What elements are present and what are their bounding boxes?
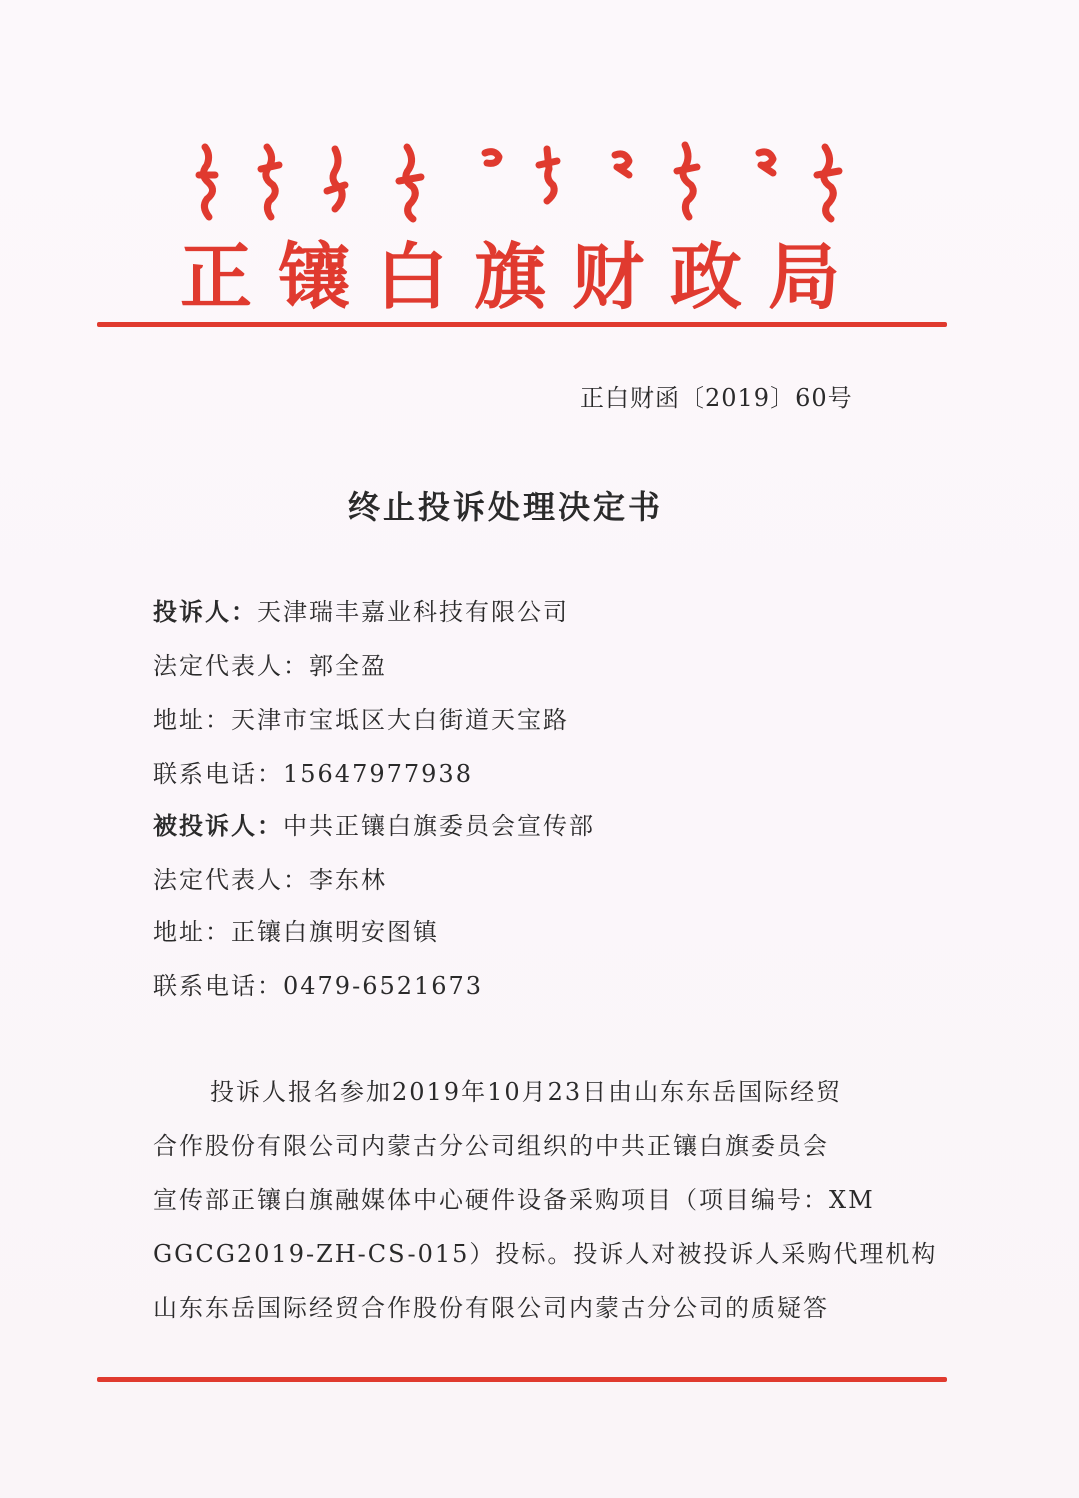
complainant-name: 天津瑞丰嘉业科技有限公司 (257, 598, 569, 626)
complainant-phone-line (153, 754, 473, 789)
body-line: 合作股份有限公司内蒙古分公司组织的中共正镶白旗委员会 (153, 1132, 829, 1160)
respondent-phone-line (153, 966, 483, 1001)
respondent-address-line (153, 912, 439, 947)
complainant-line (153, 592, 569, 627)
complainant-address-line (153, 700, 569, 735)
complainant-rep-label: 法定代表人： (153, 652, 309, 680)
respondent-rep-label: 法定代表人： (153, 866, 309, 894)
complainant-rep-line (153, 646, 387, 681)
complainant-label: 投诉人： (153, 598, 257, 626)
footer-divider (97, 1377, 947, 1382)
document-title: 终止投诉处理决定书 (348, 488, 664, 526)
respondent-address: 正镶白旗明安图镇 (231, 918, 439, 946)
respondent-line (153, 806, 595, 841)
header-divider (97, 322, 947, 327)
complainant-phone: 15647977938 (283, 760, 473, 788)
complainant-address-label: 地址： (153, 706, 231, 734)
letterhead-org-name: 正镶白旗财政局 (180, 235, 867, 319)
document-number: 正白财函〔2019〕60号 (580, 384, 853, 412)
body-line: 投诉人报名参加2019年10月23日由山东东岳国际经贸 (210, 1078, 843, 1106)
respondent-rep: 李东林 (309, 866, 387, 894)
respondent-phone-label: 联系电话： (153, 972, 283, 1000)
complainant-rep: 郭全盈 (309, 652, 387, 680)
respondent-rep-line (153, 860, 387, 895)
mongolian-letterhead-logo (185, 135, 865, 225)
body-line: 山东东岳国际经贸合作股份有限公司内蒙古分公司的质疑答 (153, 1294, 829, 1322)
complainant-address: 天津市宝坻区大白街道天宝路 (231, 706, 569, 734)
body-line: GGCG2019-ZH-CS-015）投标。投诉人对被投诉人采购代理机构 (153, 1240, 938, 1268)
body-line: 宣传部正镶白旗融媒体中心硬件设备采购项目（项目编号：XM (153, 1186, 875, 1214)
respondent-address-label: 地址： (153, 918, 231, 946)
respondent-name: 中共正镶白旗委员会宣传部 (283, 812, 595, 840)
complainant-phone-label: 联系电话： (153, 760, 283, 788)
respondent-label: 被投诉人： (153, 812, 283, 840)
respondent-phone: 0479-6521673 (283, 972, 484, 1000)
